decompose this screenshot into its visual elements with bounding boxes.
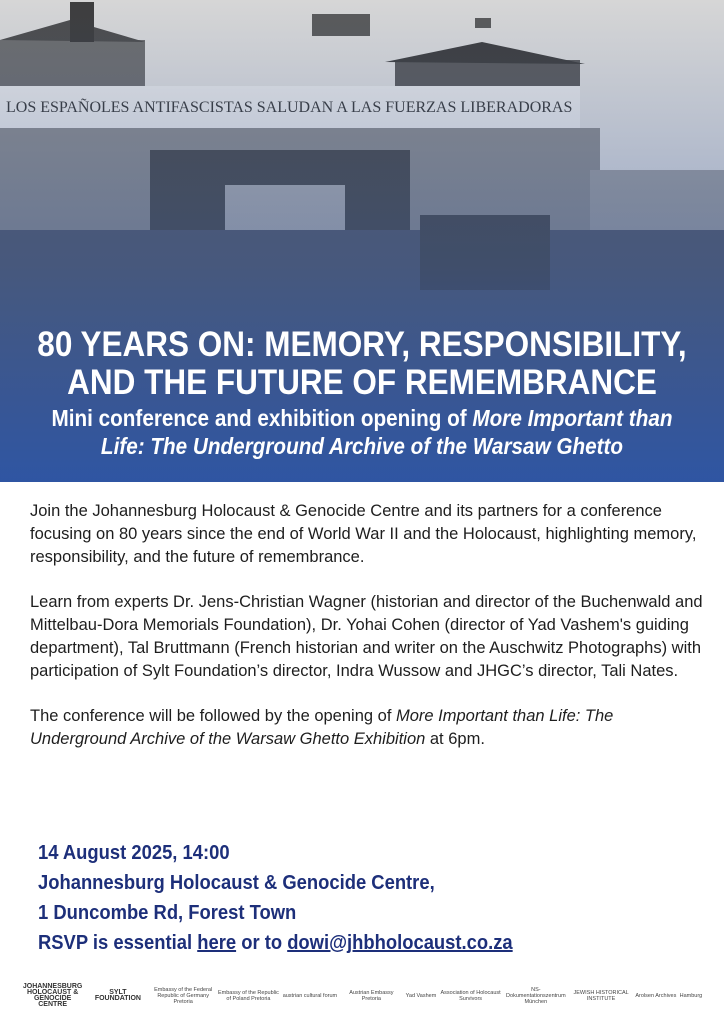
austrian-cultural-forum-logo: austrian cultural forum — [282, 993, 338, 999]
jhgc-logo: JOHANNESBURG HOLOCAUST & GENOCIDE CENTRE — [22, 983, 83, 1008]
german-embassy-logo: Embassy of the Federal Republic of Germany Pretoria — [154, 987, 213, 1005]
ns-dokumentationszentrum-logo: NS-Dokumentationszentrum München — [506, 987, 566, 1005]
subtitle-italic-2: Life: The Underground Archive of the Warsaw Ghetto — [100, 433, 624, 459]
event-date: 14 August 2025, 14:00 — [38, 842, 230, 864]
subtitle-plain: Mini conference and exhibition opening of — [51, 405, 473, 431]
exhibition-text: The conference will be followed by the opening of — [30, 707, 396, 725]
hero-text-block — [0, 326, 724, 458]
yad-vashem-logo: Yad Vashem — [405, 993, 437, 999]
rsvp-line — [38, 928, 645, 958]
polish-embassy-logo: Embassy of the Republic of Poland Pretoria — [218, 990, 279, 1002]
subtitle-line-1 — [36, 406, 688, 430]
rsvp-email-link[interactable]: dowi@jhbholocaust.co.za — [287, 932, 513, 954]
page-title-line-2: AND THE FUTURE OF REMEMBRANCE — [67, 363, 657, 402]
arolsen-archives-logo: Arolsen Archives — [635, 993, 677, 999]
hamburg-logo: Hamburg — [679, 993, 703, 999]
exhibition-title: More Important than Life: The Underground Archive of the Warsaw Ghetto Exhibition — [30, 707, 614, 748]
partner-logos-strip — [0, 976, 724, 1016]
speakers-paragraph: Learn from experts Dr. Jens-Christian Wagner (historian and director of the Buchenwald and Mittelbau-Dora Memorials Foundation), Dr. Yohai Cohen (director of Yad Vashem's guiding department), Tal Bruttmann (French historian and writer on the Auschwitz Photographs) with participation of Sylt Foundation’s director, Indra Wussow and JHGC’s director, Tali Nates. — [30, 593, 703, 680]
hero-photo-banner — [0, 0, 724, 482]
subtitle-italic-1: More Important than — [472, 405, 673, 431]
survivors-association-logo: Association of Holocaust Survivors — [440, 990, 501, 1002]
exhibition-time: at 6pm. — [425, 730, 485, 748]
event-details — [38, 838, 645, 958]
event-venue: Johannesburg Holocaust & Genocide Centre, — [38, 872, 435, 894]
austrian-embassy-logo: Austrian Embassy Pretoria — [349, 990, 394, 1002]
rsvp-prefix: RSVP is essential — [38, 932, 198, 954]
subtitle-line-2 — [36, 434, 688, 458]
description-body — [30, 500, 705, 773]
intro-paragraph: Join the Johannesburg Holocaust & Genocide Centre and its partners for a conference focusing on 80 years since the end of World War II and the Holocaust, highlighting memory, responsibility, and the future of remembrance. — [30, 502, 697, 566]
event-address: 1 Duncombe Rd, Forest Town — [38, 902, 297, 924]
rsvp-middle: or to — [236, 932, 288, 954]
sylt-foundation-logo: SYLT FOUNDATION — [94, 989, 141, 1002]
jewish-historical-institute-logo: JEWISH HISTORICAL INSTITUTE — [573, 990, 629, 1002]
exhibition-paragraph — [30, 705, 705, 751]
rsvp-here-link[interactable]: here — [197, 932, 237, 954]
page-title-line-1: 80 YEARS ON: MEMORY, RESPONSIBILITY, — [37, 325, 687, 364]
